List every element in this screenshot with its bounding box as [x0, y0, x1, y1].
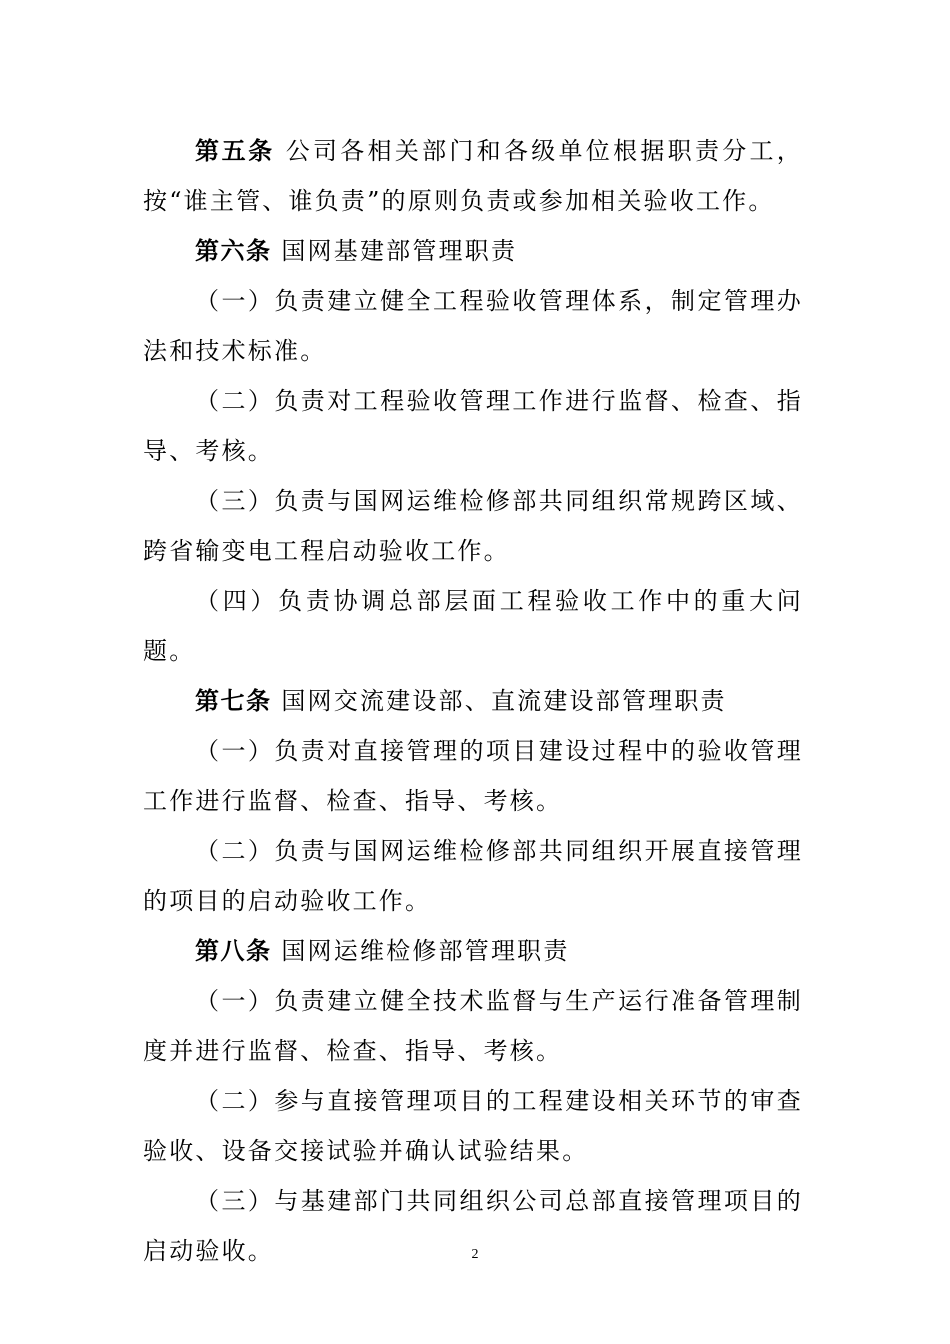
clause-item: （一）负责建立健全工程验收管理体系，制定管理办法和技术标准。 [143, 287, 803, 365]
article-8 [143, 926, 803, 976]
clause-item: （三）与基建部门共同组织公司总部直接管理项目的启动验收。 [143, 1187, 803, 1265]
article-6 [143, 226, 803, 276]
clause-item: （三）负责与国网运维检修部共同组织常规跨区域、跨省输变电工程启动验收工作。 [143, 487, 803, 565]
article-text: 公司各相关部门和各级单位根据职责分工，按“谁主管、谁负责”的原则负责或参加相关验收工作。 [143, 137, 803, 215]
clause-item: （二）负责对工程验收管理工作进行监督、检查、指导、考核。 [143, 387, 803, 465]
clause-item: （四）负责协调总部层面工程验收工作中的重大问题。 [143, 587, 803, 665]
article-label: 第八条 [195, 937, 272, 965]
article-label: 第六条 [195, 237, 272, 265]
document-body [143, 126, 803, 1276]
article-7 [143, 676, 803, 726]
article-text: 国网交流建设部、直流建设部管理职责 [281, 687, 727, 715]
clause-item: （一）负责对直接管理的项目建设过程中的验收管理工作进行监督、检查、指导、考核。 [143, 737, 803, 815]
clause-item: （一）负责建立健全技术监督与生产运行准备管理制度并进行监督、检查、指导、考核。 [143, 987, 803, 1065]
article-text: 国网基建部管理职责 [281, 237, 518, 265]
article-label: 第七条 [195, 687, 272, 715]
article-5 [143, 126, 803, 226]
article-label: 第五条 [195, 137, 275, 165]
clause-item: （二）参与直接管理项目的工程建设相关环节的审查验收、设备交接试验并确认试验结果。 [143, 1087, 803, 1165]
page-number: 2 [471, 1247, 479, 1262]
article-text: 国网运维检修部管理职责 [281, 937, 570, 965]
clause-item: （二）负责与国网运维检修部共同组织开展直接管理的项目的启动验收工作。 [143, 837, 803, 915]
